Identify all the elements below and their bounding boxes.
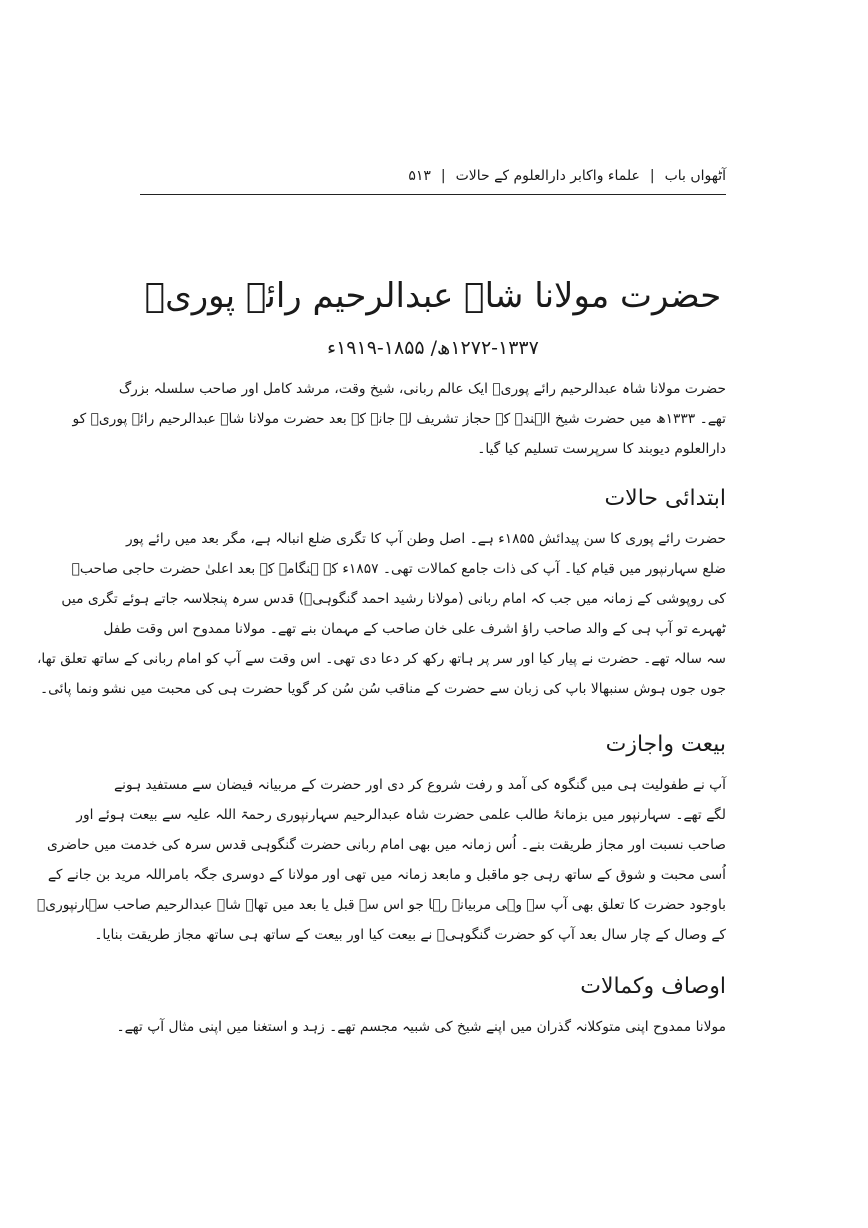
paragraph-line: مولانا ممدوح اپنی متوکلانہ گذران میں اپنے شیخ کی شبیہ مجسم تھے۔ زہد و استغنا میں اپنی مثال آپ تھے۔ <box>116 1019 726 1035</box>
section-heading-allegiance: بیعت واجازت <box>605 732 726 757</box>
paragraph-line: کے وصال کے چار سال بعد آپ کو حضرت گنگوہیؒ نے بیعت کیا اور بیعت کے ساتھ ہی ساتھ مجاز طریقت بنایا۔ <box>94 927 726 943</box>
paragraph-line: ٹھہرے تو آپ ہی کے والد صاحب راؤ اشرف علی خان صاحب کے مہمان بنے تھے۔ مولانا ممدوح اس وقت طفل <box>103 621 726 637</box>
title-dates: ۱۲۷۲-۱۳۳۷ھ/ ۱۸۵۵-۱۹۱۹ء <box>327 337 539 359</box>
virtues-paragraph <box>116 1012 726 1042</box>
paragraph-line: جوں جوں ہوش سنبھالا باپ کی زبان سے حضرت کے مناقب سُن سُن کر گویا حضرت ہی کی محبت میں نشو ونما پائی۔ <box>40 681 726 697</box>
page-number: ۵۱۳ <box>408 168 431 184</box>
paragraph-line: تھے۔ ۱۳۳۳ھ میں حضرت شیخ الہندؒ کے حجاز تشریف لے جانے کے بعد حضرت مولانا شاہ عبدالرحیم رائے پوریؒ کو <box>72 411 726 427</box>
header-rule <box>140 194 726 195</box>
paragraph-line: لگے تھے۔ سہارنپور میں بزمانۂ طالب علمی حضرت شاہ عبدالرحیم سہارنپوری رحمۃ اللہ علیہ سے بیعت ہوئے اور <box>76 807 726 823</box>
paragraph-line: کی روپوشی کے زمانہ میں جب کہ امام ربانی (مولانا رشید احمد گنگوہیؒ) قدس سرہ پنجلاسہ جاتے ہوئے تگری میں <box>61 591 726 607</box>
running-head <box>140 160 726 192</box>
page-title: حضرت مولانا شاہ عبدالرحیم رائے پوریؒ <box>144 276 722 316</box>
intro-paragraph <box>72 374 726 464</box>
paragraph-line: ضلع سہارنپور میں قیام کیا۔ آپ کی ذات جامع کمالات تھی۔ ۱۸۵۷ء کے ہنگامہ کے بعد اعلیٰ حضرت حاجی صاحبؒ <box>71 561 726 577</box>
paragraph-line: سہ سالہ تھے۔ حضرت نے پیار کیا اور سر پر ہاتھ رکھ کر دعا دی تھی۔ اس وقت سے آپ کو امام ربانی کے ساتھ تعلق تھا، <box>36 651 726 667</box>
allegiance-paragraph <box>37 770 726 950</box>
paragraph-line: حضرت رائے پوری کا سن پیدائش ۱۸۵۵ء ہے۔ اصل وطن آپ کا تگری ضلع انبالہ ہے، مگر بعد میں رائے پور <box>125 531 726 547</box>
paragraph-line: اُسی محبت و شوق کے ساتھ رہی جو ماقبل و مابعد زمانہ میں تھی اور مولانا کے دوسری جگہ بامراللہ مرید بن جانے کے <box>47 867 726 883</box>
chapter-label: آٹھواں باب <box>664 168 726 184</box>
running-head-separator-2: | <box>440 168 446 184</box>
paragraph-line: باوجود حضرت کا تعلق بھی آپ سے وہی مربیانہ رہا جو اس سے قبل یا بعد میں تھا۔ شاہ عبدالرحیم صاحب سہارنپوریؒ <box>37 897 726 913</box>
running-head-separator: | <box>649 168 655 184</box>
section-label: علماء واکابر دارالعلوم کے حالات <box>455 168 640 184</box>
paragraph-line: صاحب نسبت اور مجاز طریقت بنے۔ اُس زمانہ میں بھی امام ربانی حضرت گنگوہی قدس سرہ کی خدمت میں حاضری <box>46 837 726 853</box>
section-heading-early-life: ابتدائی حالات <box>604 486 726 511</box>
early-life-paragraph <box>36 524 726 704</box>
paragraph-line: حضرت مولانا شاہ عبدالرحیم رائے پوریؒ ایک عالم ربانی، شیخ وقت، مرشد کامل اور صاحب سلسلہ بزرگ <box>118 381 726 397</box>
section-heading-virtues: اوصاف وکمالات <box>580 974 726 999</box>
paragraph-line: دارالعلوم دیوبند کا سرپرست تسلیم کیا گیا۔ <box>477 441 726 457</box>
paragraph-line: آپ نے طفولیت ہی میں گنگوہ کی آمد و رفت شروع کر دی اور حضرت کے مربیانہ فیضان سے مستفید ہونے <box>114 777 726 793</box>
